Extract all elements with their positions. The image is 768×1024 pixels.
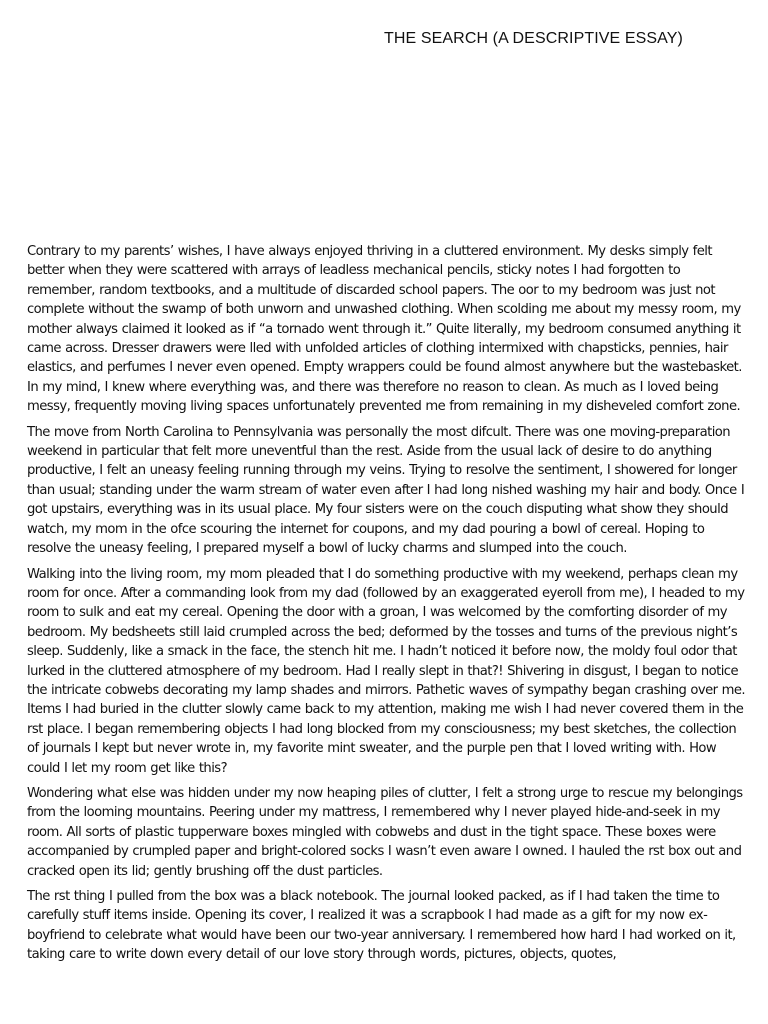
- paragraph-3: Walking into the living room, my mom pleaded that I do something productive with my weekend, perhaps clean my room for once. After a commanding look from my dad (followed by an exaggerated eyeroll from me), I headed to my room to sulk and eat my cereal. Opening the door with a groan, I was welcomed by the comforting disorder of my bedroom. My bedsheets still laid crumpled across the bed; deformed by the tosses and turns of the previous night’s sleep. Suddenly, like a smack in the face, the stench hit me. I hadn’t noticed it before now, the moldy foul odor that lurked in the cluttered atmosphere of my bedroom. Had I really slept in that?! Shivering in disgust, I began to notice the intricate cobwebs decorating my lamp shades and mirrors. Pathetic waves of sympathy began crashing over me. Items I had buried in the clutter slowly came back to my attention, making me wish I had never covered them in the rst place. I began remembering objects I had long blocked from my consciousness; my best sketches, the collection of journals I kept but never wrote in, my favorite mint sweater, and the purple pen that I loved writing with. How could I let my room get like this?: [27, 566, 746, 776]
- paragraph-1: Contrary to my parents’ wishes, I have always enjoyed thriving in a cluttered environment. My desks simply felt better when they were scattered with arrays of leadless mechanical pencils, sticky notes I had forgotten to remember, random textbooks, and a multitude of discarded school papers. The oor to my bedroom was just not complete without the swamp of both unworn and unwashed clothing. When scolding me about my messy room, my mother always claimed it looked as if “a tornado went through it.” Quite literally, my bedroom consumed anything it came across. Dresser drawers were lled with unfolded articles of clothing intermixed with chapsticks, pennies, hair elastics, and perfumes I never even opened. Empty wrappers could be found almost anywhere but the wastebasket. In my mind, I knew where everything was, and there was therefore no reason to clean. As much as I loved being messy, frequently moving living spaces unfortunately prevented me from remaining in my disheveled comfort zone.: [27, 244, 742, 415]
- paragraph-2: The move from North Carolina to Pennsylvania was personally the most difcult. There was one moving-preparation weekend in particular that felt more uneventful than the rest. Aside from the usual lack of desire to do anything productive, I felt an uneasy feeling running through my veins. Trying to resolve the sentiment, I showered for longer than usual; standing under the warm stream of water even after I had long nished washing my hair and body. Once I got upstairs, everything was in its usual place. My four sisters were on the couch disputing what show they should watch, my mom in the ofce scouring the internet for coupons, and my dad pouring a bowl of cereal. Hoping to resolve the uneasy feeling, I prepared myself a bowl of lucky charms and slumped into the couch.: [27, 424, 745, 557]
- essay-body: [27, 242, 747, 971]
- paragraph-4: Wondering what else was hidden under my now heaping piles of clutter, I felt a strong urge to rescue my belongings from the looming mountains. Peering under my mattress, I remembered why I never played hide-and-seek in my room. All sorts of plastic tupperware boxes mingled with cobwebs and dust in the tight space. These boxes were accompanied by crumpled paper and bright-colored socks I wasn’t even aware I owned. I hauled the rst box out and cracked open its lid; gently brushing off the dust particles.: [27, 785, 743, 879]
- essay-title: THE SEARCH (A DESCRIPTIVE ESSAY): [384, 30, 683, 47]
- paragraph-5: The rst thing I pulled from the box was a black notebook. The journal looked packed, as if I had taken the time to carefully stuff items inside. Opening its cover, I realized it was a scrapbook I had made as a gift for my now ex-boyfriend to celebrate what would have been our two-year anniversary. I remembered how hard I had worked on it, taking care to write down every detail of our love story through words, pictures, objects, quotes,: [27, 889, 736, 963]
